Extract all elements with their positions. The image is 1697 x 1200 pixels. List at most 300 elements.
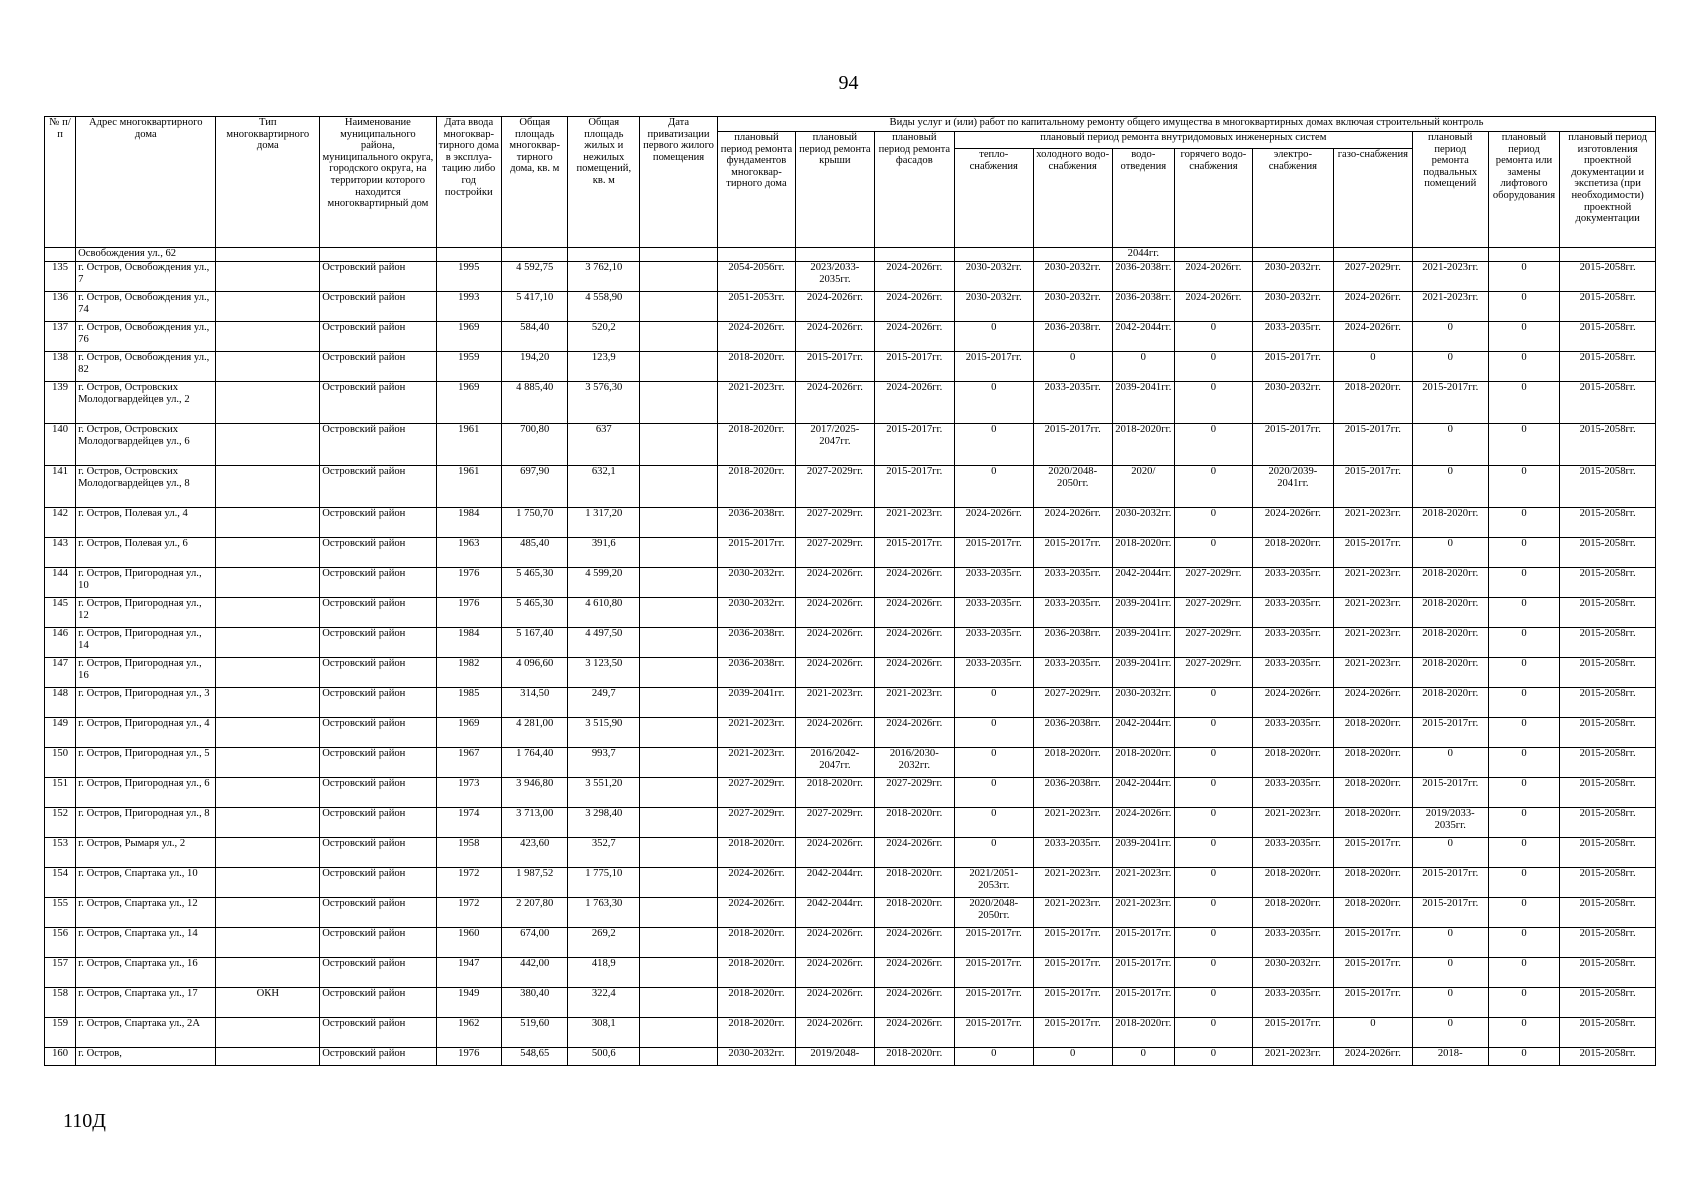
cell-heat: 0 — [954, 382, 1033, 424]
cell-address: г. Остров, Спартака ул., 17 — [76, 988, 216, 1018]
cell-total-area: 4 885,40 — [501, 382, 567, 424]
table-row — [45, 568, 1656, 598]
cell-sewer: 2018-2020гг. — [1112, 424, 1174, 466]
cell-living-area: 308,1 — [568, 1018, 640, 1048]
cell-basement: 0 — [1412, 424, 1488, 466]
cell-living-area: 520,2 — [568, 322, 640, 352]
cell-district: Островский район — [320, 688, 436, 718]
cell-num: 142 — [45, 508, 76, 538]
cell-electric: 2033-2035гг. — [1252, 568, 1333, 598]
cell-foundation: 2021-2023гг. — [718, 718, 796, 748]
cell-hot-water: 2027-2029гг. — [1174, 598, 1252, 628]
cell-hot-water: 0 — [1174, 718, 1252, 748]
header-elevator: плановый период ремонта или замены лифтового оборудования — [1488, 132, 1560, 248]
cell-heat: 2020/2048-2050гг. — [954, 898, 1033, 928]
cell-total-area: 5 417,10 — [501, 292, 567, 322]
cell-living-area: 418,9 — [568, 958, 640, 988]
cell-living-area: 123,9 — [568, 352, 640, 382]
cell-roof: 2027-2029гг. — [795, 508, 874, 538]
cell-type — [216, 598, 320, 628]
header-electric: электро-снабжения — [1252, 149, 1333, 248]
cell-num: 156 — [45, 928, 76, 958]
cell-heat: 0 — [954, 718, 1033, 748]
cell-hot-water: 2027-2029гг. — [1174, 568, 1252, 598]
cell-basement: 2015-2017гг. — [1412, 778, 1488, 808]
cell-address: г. Остров, Пригородная ул., 10 — [76, 568, 216, 598]
cell-heat: 2030-2032гг. — [954, 292, 1033, 322]
cell-heat: 2033-2035гг. — [954, 658, 1033, 688]
cell-address: г. Остров, Освобождения ул., 82 — [76, 352, 216, 382]
cell-heat: 0 — [954, 748, 1033, 778]
cell-roof: 2024-2026гг. — [795, 598, 874, 628]
cell-total-area: 3 713,00 — [501, 808, 567, 838]
table-row — [45, 292, 1656, 322]
cell-cold-water: 2027-2029гг. — [1033, 688, 1112, 718]
cell-foundation: 2024-2026гг. — [718, 868, 796, 898]
cell-sewer: 2039-2041гг. — [1112, 658, 1174, 688]
cell-design: 2015-2058гг. — [1560, 958, 1656, 988]
cell-elevator: 0 — [1488, 508, 1560, 538]
cell-cold-water: 2033-2035гг. — [1033, 838, 1112, 868]
cell-cold-water: 2015-2017гг. — [1033, 1018, 1112, 1048]
cell-address: г. Остров, Спартака ул., 2А — [76, 1018, 216, 1048]
cell-electric: 2030-2032гг. — [1252, 958, 1333, 988]
cell-foundation: 2018-2020гг. — [718, 838, 796, 868]
cell-num: 141 — [45, 466, 76, 508]
cell-gas: 0 — [1333, 352, 1412, 382]
cell-heat: 0 — [954, 1048, 1033, 1066]
cell-gas: 0 — [1333, 1018, 1412, 1048]
cell-hot-water: 0 — [1174, 352, 1252, 382]
cell-hot-water: 2027-2029гг. — [1174, 658, 1252, 688]
cell-basement: 0 — [1412, 958, 1488, 988]
cell-elevator: 0 — [1488, 262, 1560, 292]
cell-design: 2015-2058гг. — [1560, 508, 1656, 538]
cell-basement: 0 — [1412, 838, 1488, 868]
table-row — [45, 688, 1656, 718]
cell-type — [216, 658, 320, 688]
cell-sewer: 0 — [1112, 352, 1174, 382]
cell-elevator: 0 — [1488, 466, 1560, 508]
cell-elevator: 0 — [1488, 718, 1560, 748]
cell-hot-water: 0 — [1174, 1018, 1252, 1048]
cell-living-area: 3 762,10 — [568, 262, 640, 292]
cell-elevator: 0 — [1488, 748, 1560, 778]
cell-year: 1974 — [436, 808, 501, 838]
cell-facade: 2024-2026гг. — [874, 568, 954, 598]
cell-sewer: 2018-2020гг. — [1112, 538, 1174, 568]
cell-address: г. Остров, Пригородная ул., 6 — [76, 778, 216, 808]
table-row — [45, 718, 1656, 748]
cell-design: 2015-2058гг. — [1560, 778, 1656, 808]
cell-design: 2015-2058гг. — [1560, 598, 1656, 628]
cell-roof: 2021-2023гг. — [795, 688, 874, 718]
cell-elevator: 0 — [1488, 568, 1560, 598]
cell-total-area: 1 750,70 — [501, 508, 567, 538]
cell-total-area: 442,00 — [501, 958, 567, 988]
cell-elevator: 0 — [1488, 1048, 1560, 1066]
table-row — [45, 628, 1656, 658]
cell-electric: 2033-2035гг. — [1252, 322, 1333, 352]
cell-total-area: 4 592,75 — [501, 262, 567, 292]
cell-year: 1976 — [436, 598, 501, 628]
header-gas: газо-снабжения — [1333, 149, 1412, 248]
cell-total-area: 5 465,30 — [501, 598, 567, 628]
cell-district: Островский район — [320, 382, 436, 424]
table-row — [45, 598, 1656, 628]
cell-gas: 2018-2020гг. — [1333, 808, 1412, 838]
cell-cold-water: 2030-2032гг. — [1033, 292, 1112, 322]
cell-basement: 0 — [1412, 748, 1488, 778]
cell-district: Островский район — [320, 958, 436, 988]
cell-type — [216, 808, 320, 838]
cell-facade: 2024-2026гг. — [874, 1018, 954, 1048]
table-row — [45, 988, 1656, 1018]
cell-privatization — [640, 808, 718, 838]
cell-electric: 2033-2035гг. — [1252, 658, 1333, 688]
cell-year: 1985 — [436, 688, 501, 718]
cell-type — [216, 1018, 320, 1048]
cell-design: 2015-2058гг. — [1560, 868, 1656, 898]
cell-privatization — [640, 1018, 718, 1048]
cell-design: 2015-2058гг. — [1560, 1048, 1656, 1066]
cell-electric: 2024-2026гг. — [1252, 688, 1333, 718]
table-row — [45, 322, 1656, 352]
cell-facade: 2024-2026гг. — [874, 928, 954, 958]
cell-heat: 2030-2032гг. — [954, 262, 1033, 292]
cell-living-area: 637 — [568, 424, 640, 466]
cell-gas: 2024-2026гг. — [1333, 1048, 1412, 1066]
cell-gas: 2021-2023гг. — [1333, 598, 1412, 628]
cell-electric: 2030-2032гг. — [1252, 262, 1333, 292]
cell-facade: 2018-2020гг. — [874, 898, 954, 928]
cell-gas: 2021-2023гг. — [1333, 628, 1412, 658]
cell-cold-water: 2033-2035гг. — [1033, 568, 1112, 598]
table-row — [45, 778, 1656, 808]
cell-basement: 2018-2020гг. — [1412, 658, 1488, 688]
cell-electric: 2033-2035гг. — [1252, 928, 1333, 958]
cell-facade: 2024-2026гг. — [874, 598, 954, 628]
cell-sewer: 2021-2023гг. — [1112, 898, 1174, 928]
cell-foundation: 2051-2053гг. — [718, 292, 796, 322]
cell-sewer: 2030-2032гг. — [1112, 508, 1174, 538]
cell-roof: 2016/2042-2047гг. — [795, 748, 874, 778]
cell-hot-water: 2024-2026гг. — [1174, 292, 1252, 322]
cell-basement: 2015-2017гг. — [1412, 718, 1488, 748]
cell-gas: 2015-2017гг. — [1333, 988, 1412, 1018]
table-row — [45, 838, 1656, 868]
cell-address: г. Остров, Спартака ул., 10 — [76, 868, 216, 898]
cell-address: г. Остров, Освобождения ул., 74 — [76, 292, 216, 322]
cell-year: 1995 — [436, 262, 501, 292]
cell-roof: 2024-2026гг. — [795, 988, 874, 1018]
cell-cold-water: 2020/2048-2050гг. — [1033, 466, 1112, 508]
table-row — [45, 808, 1656, 838]
cell-total-area: 485,40 — [501, 538, 567, 568]
cell-living-area: 269,2 — [568, 928, 640, 958]
cell-privatization — [640, 568, 718, 598]
cell-living-area: 4 599,20 — [568, 568, 640, 598]
cell-foundation: 2021-2023гг. — [718, 748, 796, 778]
cell-design: 2015-2058гг. — [1560, 838, 1656, 868]
cell-foundation: 2018-2020гг. — [718, 466, 796, 508]
cell-elevator: 0 — [1488, 898, 1560, 928]
cell-year: 1993 — [436, 292, 501, 322]
cell-foundation: 2024-2026гг. — [718, 898, 796, 928]
cell-total-area: 4 281,00 — [501, 718, 567, 748]
cell-total-area: 548,65 — [501, 1048, 567, 1066]
cell-num: 144 — [45, 568, 76, 598]
cell-elevator: 0 — [1488, 838, 1560, 868]
cell-hot-water: 0 — [1174, 928, 1252, 958]
cell-basement: 0 — [1412, 928, 1488, 958]
cell-gas: 2015-2017гг. — [1333, 538, 1412, 568]
cell-sewer: 2015-2017гг. — [1112, 988, 1174, 1018]
cell-facade: 2015-2017гг. — [874, 424, 954, 466]
cell-design: 2015-2058гг. — [1560, 928, 1656, 958]
cell-total-area: 697,90 — [501, 466, 567, 508]
cell-total-area: 423,60 — [501, 838, 567, 868]
cell-cold-water: 2021-2023гг. — [1033, 808, 1112, 838]
cell-gas: 2021-2023гг. — [1333, 568, 1412, 598]
cell-roof: 2024-2026гг. — [795, 322, 874, 352]
cell-roof: 2024-2026гг. — [795, 928, 874, 958]
header-heat: тепло-снабжения — [954, 149, 1033, 248]
cell-year: 1969 — [436, 382, 501, 424]
table-row — [45, 958, 1656, 988]
cell-roof: 2024-2026гг. — [795, 382, 874, 424]
cell-cold-water: 2018-2020гг. — [1033, 748, 1112, 778]
cell-foundation: 2054-2056гг. — [718, 262, 796, 292]
table-body — [45, 248, 1656, 1066]
cell-total-area: 1 987,52 — [501, 868, 567, 898]
table-row — [45, 508, 1656, 538]
cell-heat: 0 — [954, 838, 1033, 868]
cell-facade: 2027-2029гг. — [874, 778, 954, 808]
cell-elevator: 0 — [1488, 688, 1560, 718]
cell-year: 1963 — [436, 538, 501, 568]
cell-facade: 2021-2023гг. — [874, 508, 954, 538]
cell-type — [216, 958, 320, 988]
footer-code: 110Д — [63, 1110, 106, 1132]
cell-address: г. Остров, Островских Молодогвардейцев ул., 2 — [76, 382, 216, 424]
cell-elevator: 0 — [1488, 868, 1560, 898]
cell-gas: 2024-2026гг. — [1333, 292, 1412, 322]
cell-facade: 2024-2026гг. — [874, 262, 954, 292]
cell-cold-water: 2015-2017гг. — [1033, 988, 1112, 1018]
header-services-group: Виды услуг и (или) работ по капитальному ремонту общего имущества в многоквартирных домах включая строительный контроль — [718, 117, 1656, 132]
cell-design: 2015-2058гг. — [1560, 628, 1656, 658]
cell-roof: 2027-2029гг. — [795, 808, 874, 838]
cell-num: 140 — [45, 424, 76, 466]
cell-sewer: 2015-2017гг. — [1112, 958, 1174, 988]
cell-design: 2015-2058гг. — [1560, 718, 1656, 748]
cell-year: 1984 — [436, 508, 501, 538]
cell-foundation: 2018-2020гг. — [718, 988, 796, 1018]
cell-facade: 2018-2020гг. — [874, 1048, 954, 1066]
cell-num: 157 — [45, 958, 76, 988]
cell-roof: 2024-2026гг. — [795, 718, 874, 748]
cell-design: 2015-2058гг. — [1560, 352, 1656, 382]
header-systems-group: плановый период ремонта внутридомовых инженерных систем — [954, 132, 1412, 149]
cell-roof: 2024-2026гг. — [795, 958, 874, 988]
cell-type — [216, 262, 320, 292]
cell-foundation: 2018-2020гг. — [718, 352, 796, 382]
cell-type — [216, 424, 320, 466]
cell-num: 155 — [45, 898, 76, 928]
header-cold-water: холодного водо-снабжения — [1033, 149, 1112, 248]
table-row — [45, 382, 1656, 424]
cell-num: 154 — [45, 868, 76, 898]
cell-foundation: 2024-2026гг. — [718, 322, 796, 352]
cell-electric: 2030-2032гг. — [1252, 292, 1333, 322]
cell-living-area: 4 558,90 — [568, 292, 640, 322]
cell-year: 1984 — [436, 628, 501, 658]
cell-roof: 2024-2026гг. — [795, 628, 874, 658]
cell-district: Островский район — [320, 1048, 436, 1066]
cell-address: г. Остров, Спартака ул., 12 — [76, 898, 216, 928]
cell-privatization — [640, 382, 718, 424]
cell-hot-water: 2027-2029гг. — [1174, 628, 1252, 658]
cell-living-area: 391,6 — [568, 538, 640, 568]
cell-electric: 2033-2035гг. — [1252, 838, 1333, 868]
cell-cold-water: 2030-2032гг. — [1033, 262, 1112, 292]
cell-district: Островский район — [320, 1018, 436, 1048]
cell-district: Островский район — [320, 748, 436, 778]
table-row — [45, 538, 1656, 568]
cell-living-area: 352,7 — [568, 838, 640, 868]
cell-privatization — [640, 748, 718, 778]
table-row — [45, 352, 1656, 382]
cell-roof: 2027-2029гг. — [795, 466, 874, 508]
cell-elevator: 0 — [1488, 928, 1560, 958]
cell-privatization — [640, 838, 718, 868]
cell-foundation: 2018-2020гг. — [718, 928, 796, 958]
cell-address: г. Остров, Пригородная ул., 12 — [76, 598, 216, 628]
cell-facade: 2015-2017гг. — [874, 466, 954, 508]
cell-cold-water: 2021-2023гг. — [1033, 898, 1112, 928]
cell-heat: 2015-2017гг. — [954, 1018, 1033, 1048]
cell-facade: 2024-2026гг. — [874, 958, 954, 988]
cell-elevator: 0 — [1488, 382, 1560, 424]
cell-type — [216, 352, 320, 382]
cell-total-area: 380,40 — [501, 988, 567, 1018]
cell-roof: 2024-2026гг. — [795, 658, 874, 688]
cell-heat: 2015-2017гг. — [954, 958, 1033, 988]
cell-privatization — [640, 262, 718, 292]
cell-design: 2015-2058гг. — [1560, 748, 1656, 778]
cell-basement: 2018-2020гг. — [1412, 688, 1488, 718]
cell-privatization — [640, 508, 718, 538]
cell-living-area: 3 123,50 — [568, 658, 640, 688]
cell-basement: 2018-2020гг. — [1412, 568, 1488, 598]
cell-living-area: 4 610,80 — [568, 598, 640, 628]
cell-electric: 2033-2035гг. — [1252, 988, 1333, 1018]
cell-roof: 2019/2048- — [795, 1048, 874, 1066]
cell-sewer: 2015-2017гг. — [1112, 928, 1174, 958]
cell-sewer: 2042-2044гг. — [1112, 778, 1174, 808]
cell-address: г. Остров, Полевая ул., 4 — [76, 508, 216, 538]
cell-electric: 2015-2017гг. — [1252, 352, 1333, 382]
cell-num: 135 — [45, 262, 76, 292]
cell-num: 136 — [45, 292, 76, 322]
cell-privatization — [640, 958, 718, 988]
cell-roof: 2015-2017гг. — [795, 352, 874, 382]
cell-privatization — [640, 688, 718, 718]
cell-electric: 2020/2039-2041гг. — [1252, 466, 1333, 508]
cell-district: Островский район — [320, 868, 436, 898]
cell-facade: 2015-2017гг. — [874, 352, 954, 382]
cell-design: 2015-2058гг. — [1560, 898, 1656, 928]
cell-num: 145 — [45, 598, 76, 628]
cell-address: г. Остров, Освобождения ул., 7 — [76, 262, 216, 292]
cell-elevator: 0 — [1488, 658, 1560, 688]
cell-hot-water: 0 — [1174, 508, 1252, 538]
cell-year: 1982 — [436, 658, 501, 688]
cell-sewer: 2039-2041гг. — [1112, 838, 1174, 868]
cell-gas: 2015-2017гг. — [1333, 466, 1412, 508]
table-row — [45, 658, 1656, 688]
cell-elevator: 0 — [1488, 292, 1560, 322]
cell-address: г. Остров, Островских Молодогвардейцев ул., 8 — [76, 466, 216, 508]
cell-district: Островский район — [320, 568, 436, 598]
cell-sewer: 2042-2044гг. — [1112, 718, 1174, 748]
cell-heat: 2015-2017гг. — [954, 538, 1033, 568]
cell-cold-water: 2036-2038гг. — [1033, 322, 1112, 352]
table-row — [45, 898, 1656, 928]
cell-facade: 2024-2026гг. — [874, 322, 954, 352]
cell-foundation: 2030-2032гг. — [718, 598, 796, 628]
cell-design: 2015-2058гг. — [1560, 808, 1656, 838]
cell-living-area: 4 497,50 — [568, 628, 640, 658]
header-total-area: Общая площадь многоквар-тирного дома, кв. м — [501, 117, 567, 248]
cell-foundation: 2018-2020гг. — [718, 958, 796, 988]
cell-sewer: 2020/ — [1112, 466, 1174, 508]
header-sewer: водо-отведения — [1112, 149, 1174, 248]
cell-hot-water: 0 — [1174, 838, 1252, 868]
cell-electric: 2018-2020гг. — [1252, 538, 1333, 568]
cell-heat: 2033-2035гг. — [954, 628, 1033, 658]
cell-basement: 2018-2020гг. — [1412, 508, 1488, 538]
cell-num: 159 — [45, 1018, 76, 1048]
cell-type: ОКН — [216, 988, 320, 1018]
cell-facade: 2024-2026гг. — [874, 838, 954, 868]
table-row — [45, 424, 1656, 466]
cell-facade: 2024-2026гг. — [874, 718, 954, 748]
cell-num — [45, 248, 76, 262]
cell-year: 1969 — [436, 322, 501, 352]
cell-cold-water: 2033-2035гг. — [1033, 658, 1112, 688]
cell-privatization — [640, 1048, 718, 1066]
cell-heat: 0 — [954, 688, 1033, 718]
header-design: плановый период изготовления проектной документации и экспетиза (при необходимости) проектной документации — [1560, 132, 1656, 248]
cell-hot-water: 0 — [1174, 1048, 1252, 1066]
cell-design: 2015-2058гг. — [1560, 568, 1656, 598]
cell-district: Островский район — [320, 598, 436, 628]
cell-roof: 2027-2029гг. — [795, 538, 874, 568]
cell-privatization — [640, 898, 718, 928]
cell-sewer: 0 — [1112, 1048, 1174, 1066]
table-row — [45, 748, 1656, 778]
cell-cold-water: 2036-2038гг. — [1033, 778, 1112, 808]
cell-total-area: 5 167,40 — [501, 628, 567, 658]
cell-address: г. Остров, — [76, 1048, 216, 1066]
cell-num: 160 — [45, 1048, 76, 1066]
cell-hot-water: 0 — [1174, 988, 1252, 1018]
cell-design: 2015-2058гг. — [1560, 538, 1656, 568]
cell-facade: 2024-2026гг. — [874, 382, 954, 424]
cell-hot-water: 0 — [1174, 748, 1252, 778]
